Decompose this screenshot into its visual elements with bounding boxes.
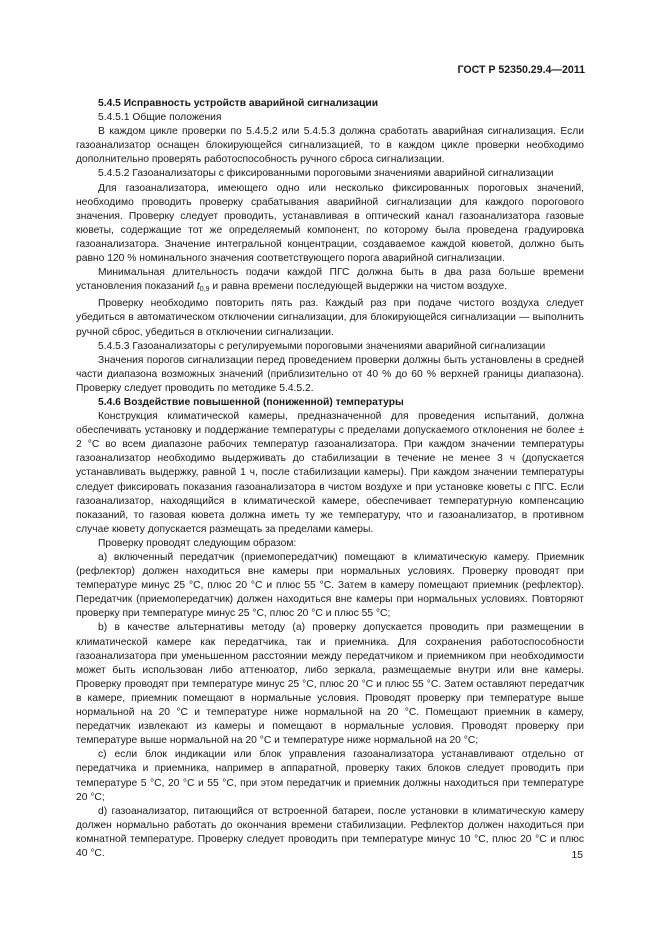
subsection-title-5-4-5-3: 5.4.5.3 Газоанализаторы с регулируемыми пороговыми значениями аварийной сигнализации <box>98 340 546 352</box>
section-heading-5-4-5: 5.4.5 Исправность устройств аварийной сигнализации <box>98 98 379 109</box>
subsection-title-5-4-5-2: 5.4.5.2 Газоанализаторы с фиксированными пороговыми значениями аварийной сигнализации <box>98 168 554 180</box>
paragraph-text-before: Минимальная длительность подачи каждой ПГС должна быть в два раза больше времени установления показаний <box>76 267 584 293</box>
subscript-0-9: 0,9 <box>199 286 210 294</box>
paragraph: В каждом цикле проверки по 5.4.5.2 или 5.4.5.3 должна сработать аварийная сигнализация. Если газоанализатор оснащен блокирующейся сигнализацией, то в каждом цикле проверки необходимо дополнительно проверять работоспособность ручного сброса сигнализации. <box>76 126 584 166</box>
paragraph-with-subscript <box>76 266 584 297</box>
subsection-title-5-4-5-1: 5.4.5.1 Общие положения <box>98 112 222 124</box>
paragraph: Проверку необходимо повторить пять раз. Каждый раз при подаче чистого воздуха следует убедиться в автоматическом отключении сигнализации, для блокирующейся сигнализации — выполнить ручной сброс, убедиться в отключении сигнализации. <box>76 298 584 338</box>
paragraph-text-after: и равна времени последующей выдержки на чистом воздухе. <box>209 281 508 293</box>
list-item-c: c) если блок индикации или блок управления газоанализатора устанавливают отдельно от передатчика и приемника, например в аппаратной, проверку таких блоков следует проводить при температуре 5 °С, 20 °С и 55 °С, при этом передатчик и приемник должны находиться при температуре 20 °С; <box>76 749 584 803</box>
section-heading-5-4-6: 5.4.6 Воздействие повышенной (пониженной) температуры <box>98 396 404 408</box>
variable-t: t <box>196 281 200 293</box>
page-number: 15 <box>571 850 583 861</box>
list-item-a: а) включенный передатчик (приемопередатчик) помещают в климатическую камеру. Приемник (рефлектор) должен находиться вне камеры при нормальных условиях. Проверку проводят при температуре минус 25 °С, плюс 20 °С и плюс 55 °С. Затем в камеру помещают приемник (рефлектор). Передатчик (приемопередатчик) должен находиться вне камеры при нормальных условиях. Повторяют проверку при температуре минус 25 °С, плюс 20 °С и плюс 55 °С; <box>76 552 584 620</box>
paragraph: Проверку проводят следующим образом: <box>98 537 297 549</box>
document-body <box>76 97 584 861</box>
list-item-b: b) в качестве альтернативы методу (а) проверку допускается проводить при размещении в климатической камере как передатчика, так и приемника. Для сохранения работоспособности газоанализатора при уменьшенном расстоянии между передатчиком и приемником при необходимости может быть использован либо аттенюатор, либо зеркала, размещаемые внутри или вне камеры. Проверку проводят при температуре минус 25 °С, плюс 20 °С и плюс 55 °С. Затем оставляют передатчик в камере, приемник помещают в нормальные условия. Проводят проверку при температуре выше нормальной на 20 °С и температуре ниже нормальной на 20 °С. Помещают приемник в камеру, передатчик извлекают из камеры и помещают в нормальные условия. Проводят проверку при температуре выше нормальной на 20 °С и температуре ниже нормальной на 20 °С; <box>76 622 584 747</box>
list-item-d: d) газоанализатор, питающийся от встроенной батареи, после установки в климатическую камеру должен нормально работать до окончания времени стабилизации. Рефлектор должен находиться при комнатной температуре. Проверку следует проводить при температуре минус 10 °С, плюс 20 °С и плюс 40 °С. <box>76 805 584 859</box>
document-id-header: ГОСТ Р 52350.29.4—2011 <box>457 64 585 76</box>
paragraph: Конструкция климатической камеры, предназначенной для проведения испытаний, должна обеспечивать установку и поддержание температуры с пределами допускаемого отклонения не более ± 2 °С во всем диапазоне рабочих температур газоанализатора. При каждом значении температуры газоанализатор необходимо выдерживать до стабилизации в течение не менее 3 ч (допускается устанавливать выдержку, равной 1 ч, после стабилизации камеры). При каждом значении температуры следует фиксировать показания газоанализатора в чистом воздухе и при установке кюветы с ПГС. Если газоанализатор, находящийся в климатической камере, обеспечивает температурную компенсацию показаний, то газовая кювета должна иметь ту же температуру, что и газоанализатор, в противном случае кювету допускается размещать за пределами камеры. <box>76 411 584 535</box>
paragraph: Для газоанализатора, имеющего одно или несколько фиксированных пороговых значений, необходимо проводить проверку срабатывания аварийной сигнализации для каждого порогового значения. Проверку следует проводить, устанавливая в оптический канал газоанализатора газовые кюветы, содержащие тот же определяемый компонент, по которому была проведена градуировка газоанализатора. Значение интегральной концентрации, создаваемое каждой кюветой, должно быть равно 120 % номинального значения соответствующего порога аварийной сигнализации. <box>76 182 584 265</box>
paragraph: Значения порогов сигнализации перед проведением проверки должны быть установлены в средней части диапазона возможных значений (приблизительно от 40 % до 60 % верхней границы диапазона). Проверку следует проводить по методике 5.4.5.2. <box>76 354 584 394</box>
